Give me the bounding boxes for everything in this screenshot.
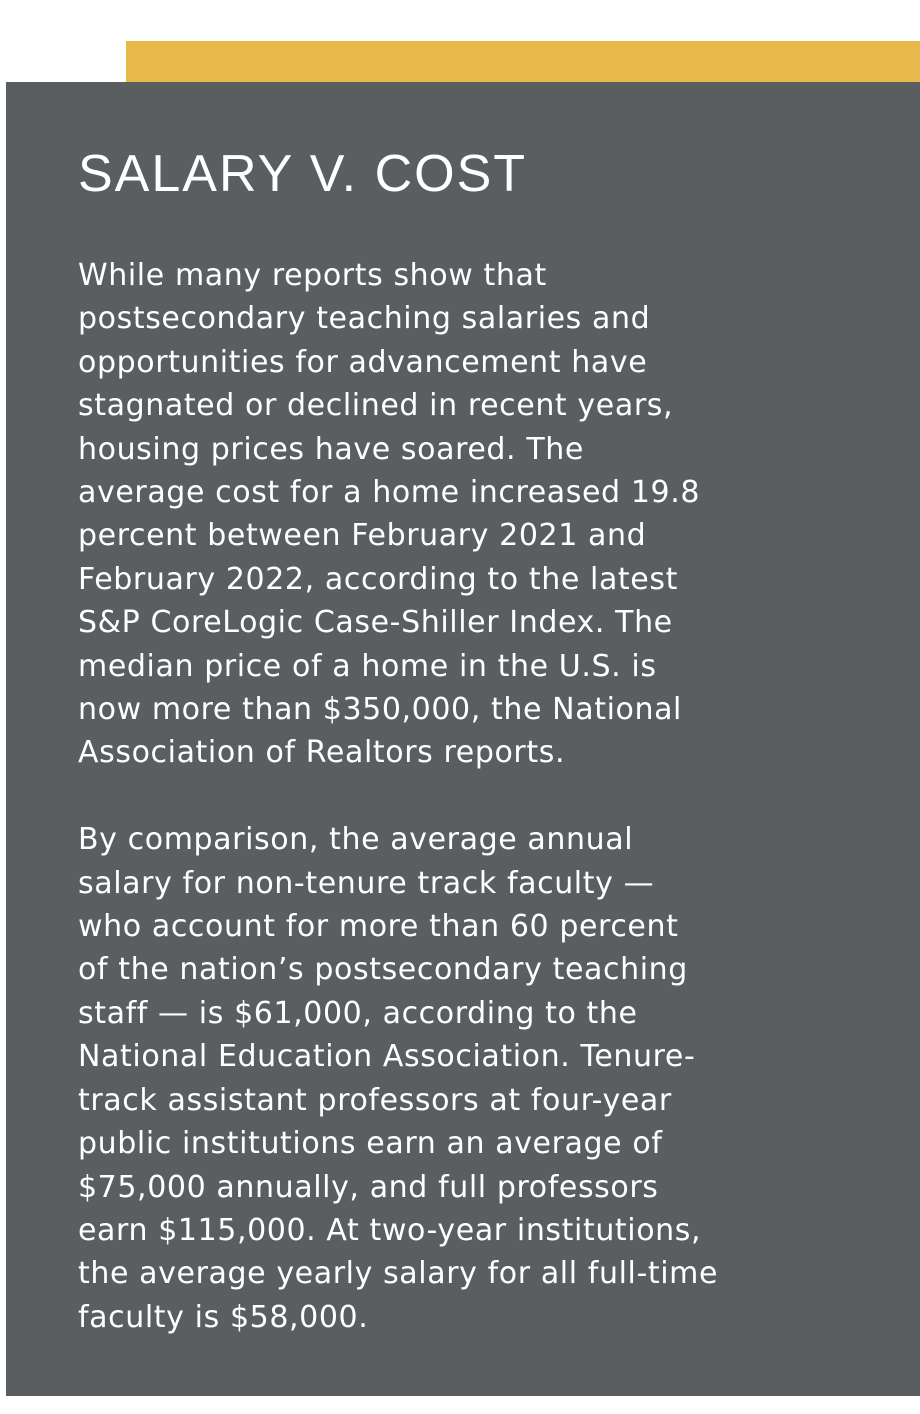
text-line: public institutions earn an average of (78, 1126, 663, 1162)
text-line: earn $115,000. At two-year institutions, (78, 1212, 702, 1248)
accent-bar (126, 41, 920, 83)
text-line: Association of Realtors reports. (78, 735, 566, 771)
text-line: track assistant professors at four-year (78, 1082, 672, 1118)
text-line: staff — is $61,000, according to the (78, 995, 638, 1031)
panel-body (78, 254, 858, 1339)
text-line: S&P CoreLogic Case-Shiller Index. The (78, 605, 673, 641)
text-line: average cost for a home increased 19.8 (78, 475, 701, 511)
sidebar-panel (6, 82, 920, 1396)
text-line: stagnated or declined in recent years, (78, 388, 674, 424)
panel-title: SALARY V. COST (78, 145, 528, 203)
text-line: opportunities for advancement have (78, 344, 648, 380)
text-line: By comparison, the average annual (78, 822, 634, 858)
text-line: who account for more than 60 percent (78, 909, 679, 945)
text-line: now more than $350,000, the National (78, 692, 682, 728)
text-line: faculty is $58,000. (78, 1299, 369, 1335)
text-line: of the nation’s postsecondary teaching (78, 952, 688, 988)
text-line: While many reports show that (78, 258, 547, 293)
paragraph-salaries (78, 818, 858, 1339)
text-line: housing prices have soared. The (78, 431, 584, 467)
text-line: salary for non-tenure track faculty — (78, 865, 655, 901)
text-line: postsecondary teaching salaries and (78, 301, 651, 337)
text-line: February 2022, according to the latest (78, 561, 678, 597)
text-line: percent between February 2021 and (78, 518, 647, 554)
text-line: the average yearly salary for all full-time (78, 1256, 719, 1292)
text-line: National Education Association. Tenure- (78, 1039, 696, 1075)
paragraph-gap (78, 775, 858, 818)
paragraph-housing (78, 254, 858, 775)
text-line: median price of a home in the U.S. is (78, 648, 657, 684)
text-line: $75,000 annually, and full professors (78, 1169, 659, 1205)
